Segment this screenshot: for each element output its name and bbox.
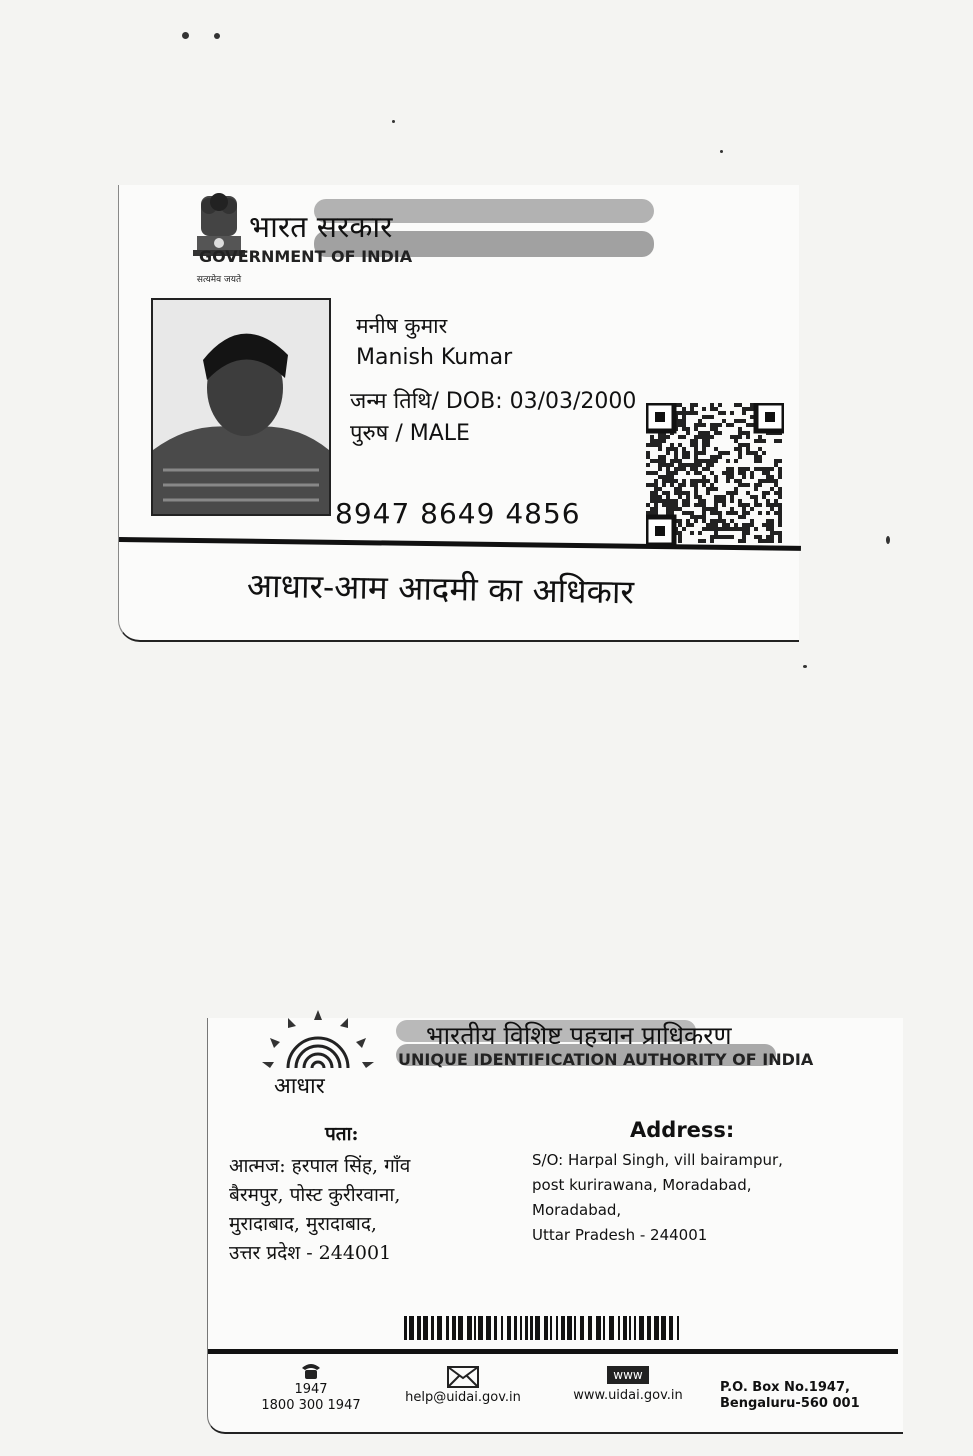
barcode bbox=[404, 1316, 684, 1340]
scan-speck bbox=[182, 32, 189, 39]
scan-speck bbox=[803, 665, 807, 668]
scan-speck bbox=[214, 33, 220, 39]
footer-website bbox=[558, 1366, 698, 1404]
po-box-line: P.O. Box No.1947, bbox=[720, 1380, 850, 1395]
aadhaar-number: 8947 8649 4856 bbox=[335, 497, 581, 530]
footer-phone bbox=[256, 1362, 366, 1414]
authority-title-english: UNIQUE IDENTIFICATION AUTHORITY OF INDIA bbox=[398, 1050, 814, 1069]
address-line: S/O: Harpal Singh, vill bairampur, bbox=[532, 1151, 783, 1169]
address-line: आत्मज: हरपाल सिंह, गाँव bbox=[229, 1155, 411, 1177]
address-english bbox=[532, 1148, 852, 1248]
qr-code bbox=[646, 403, 784, 545]
authority-title-hindi: भारतीय विशिष्ट पहचान प्राधिकरण bbox=[426, 1021, 732, 1050]
phone-icon bbox=[300, 1362, 322, 1380]
po-box-line: Bengaluru-560 001 bbox=[720, 1396, 860, 1411]
national-emblem-icon bbox=[183, 190, 255, 290]
address-heading-english: Address: bbox=[630, 1118, 735, 1142]
footer-po-box bbox=[720, 1380, 880, 1412]
emblem-motto: सत्यमेव जयते bbox=[196, 275, 242, 285]
scan-speck bbox=[392, 120, 395, 123]
scan-speck bbox=[886, 536, 890, 544]
aadhaar-card-front bbox=[118, 185, 799, 642]
www-label: www bbox=[607, 1366, 648, 1384]
address-line: बैरमपुर, पोस्ट कुरीरवाना, bbox=[229, 1184, 401, 1206]
footer-email bbox=[393, 1366, 533, 1406]
government-title-english: GOVERNMENT OF INDIA bbox=[199, 247, 413, 266]
aadhaar-card-back bbox=[207, 1018, 903, 1434]
divider-line bbox=[208, 1349, 898, 1354]
date-of-birth: जन्म तिथि/ DOB: 03/03/2000 bbox=[350, 389, 637, 414]
address-line: Moradabad, bbox=[532, 1201, 622, 1219]
address-line: Uttar Pradesh - 244001 bbox=[532, 1226, 708, 1244]
envelope-icon bbox=[447, 1366, 479, 1388]
aadhaar-logo-word: आधार bbox=[274, 1074, 325, 1099]
aadhaar-tagline: आधार-आम आदमी का अधिकार bbox=[246, 565, 635, 612]
scan-speck bbox=[720, 150, 723, 153]
phone-short: 1947 bbox=[294, 1382, 328, 1397]
government-title-hindi: भारत सरकार bbox=[249, 210, 393, 245]
holder-name-hindi: मनीष कुमार bbox=[356, 314, 448, 338]
address-hindi bbox=[229, 1152, 489, 1268]
address-heading-hindi: पता: bbox=[325, 1123, 359, 1145]
address-line: post kurirawana, Moradabad, bbox=[532, 1176, 752, 1194]
holder-photo bbox=[151, 298, 331, 516]
website-url: www.uidai.gov.in bbox=[573, 1388, 683, 1403]
address-line: उत्तर प्रदेश - 244001 bbox=[229, 1242, 392, 1264]
email-address: help@uidai.gov.in bbox=[405, 1390, 521, 1405]
address-line: मुरादाबाद, मुरादाबाद, bbox=[229, 1213, 377, 1235]
holder-name-english: Manish Kumar bbox=[356, 345, 513, 370]
phone-long: 1800 300 1947 bbox=[261, 1398, 361, 1413]
gender: पुरुष / MALE bbox=[350, 421, 470, 446]
